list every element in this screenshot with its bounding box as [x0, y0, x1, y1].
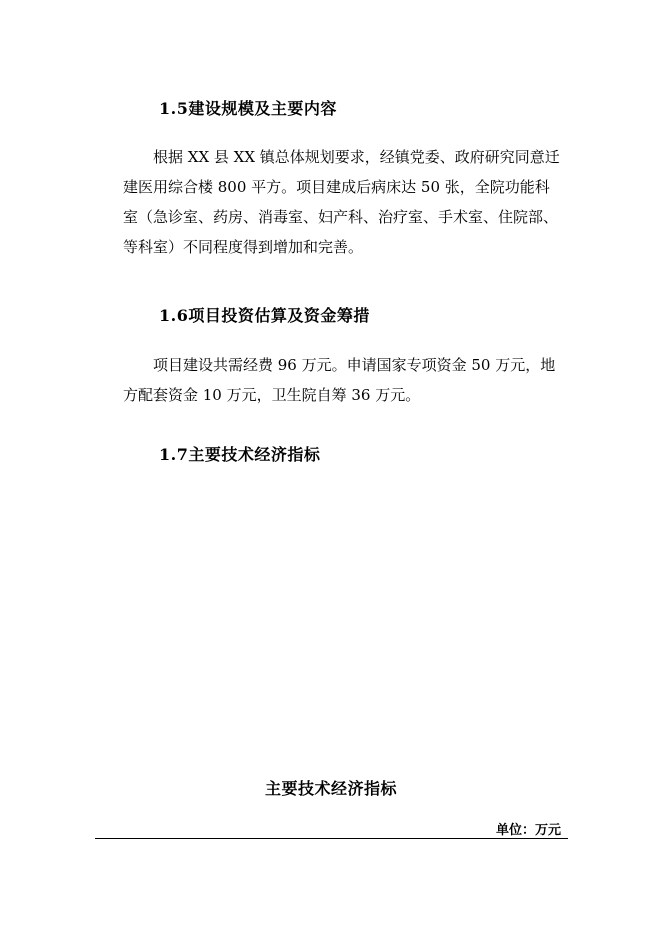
heading-1-6: 1.6项目投资估算及资金筹措 — [159, 306, 370, 325]
paragraph-1-5 — [113, 142, 573, 262]
heading-1-5: 1.5建设规模及主要内容 — [159, 99, 337, 118]
table-title: 主要技术经济指标 — [264, 779, 397, 798]
paragraph-line: 方配套资金 10 万元，卫生院自筹 36 万元。 — [123, 386, 421, 404]
paragraph-line: 室（急诊室、药房、消毒室、妇产科、治疗室、手术室、住院部、 — [123, 208, 559, 226]
paragraph-line: 等科室）不同程度得到增加和完善。 — [123, 238, 364, 256]
paragraph-line: 建医用综合楼 800 平方。项目建成后病床达 50 张，全院功能科 — [123, 178, 550, 196]
heading-1-7: 1.7主要技术经济指标 — [159, 445, 321, 464]
paragraph-line: 项目建设共需经费 96 万元。申请国家专项资金 50 万元，地 — [153, 356, 556, 374]
table-unit: 单位：万元 — [495, 823, 561, 838]
table-top-rule — [95, 838, 568, 839]
paragraph-1-6 — [113, 350, 573, 410]
paragraph-line: 根据 XX 县 XX 镇总体规划要求，经镇党委、政府研究同意迁 — [153, 148, 560, 166]
